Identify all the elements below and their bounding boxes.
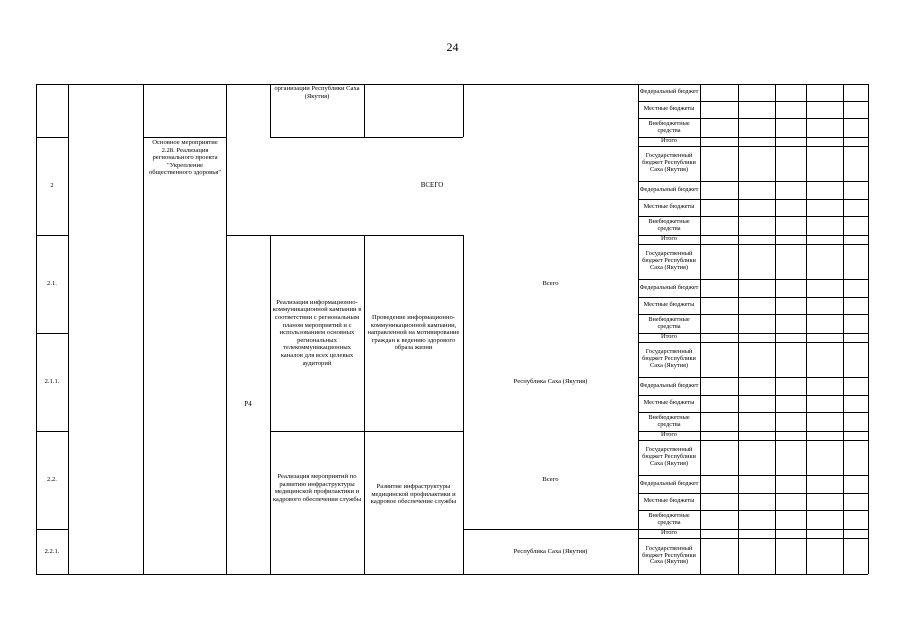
funding-extra: Внебюджетные средства (648, 413, 690, 428)
executor-total: Всего (542, 476, 559, 484)
goal-2-1: Проведение информационно-коммуникационной кампании, направленной на мотивирование граждан к ведению здорового образа жизни (367, 314, 460, 352)
col-line (868, 84, 869, 574)
executor-region: Республика Саха (Якутия) (513, 378, 588, 386)
col-line (775, 84, 776, 574)
row-number: 2.2.1. (44, 547, 60, 555)
row-line (143, 137, 226, 138)
col-line (463, 84, 464, 137)
executor-total: Всего (542, 280, 559, 288)
funding-extra: Внебюджетные средства (648, 315, 690, 330)
funding-state: Государственный бюджет Республики Саха (Якутия) (642, 446, 696, 467)
row-line (36, 574, 868, 575)
row-number: 2.2. (47, 476, 57, 484)
funding-federal: Федеральный бюджет (639, 381, 699, 389)
event-2-28: Основное мероприятие 2.28. Реализация регионального проекта "Укрепление общественного здоровья" (148, 139, 222, 177)
col-line (270, 84, 271, 137)
col-line (700, 84, 701, 574)
funding-state: Государственный бюджет Республики Саха (Якутия) (642, 152, 696, 173)
event-2-2: Реализация мероприятий по развитию инфраструктуры медицинской профилактики и кадрового обеспечения службы (272, 473, 362, 503)
page-number: 24 (446, 40, 459, 54)
funding-itogo: Итого (661, 431, 677, 439)
col-line (364, 84, 365, 137)
code-p4: Р4 (244, 399, 252, 408)
continued-text: организации Республики Саха (Якутия) (274, 85, 360, 100)
funding-state: Государственный бюджет Республики Саха (Якутия) (642, 250, 696, 271)
row-number: 2 (50, 182, 54, 190)
funding-federal: Федеральный бюджет (639, 185, 699, 193)
row-line (270, 431, 463, 432)
row-number: 2.1. (47, 280, 57, 288)
funding-extra: Внебюджетные средства (648, 119, 690, 134)
event-2-1: Реализация информационно-коммуникационной кампании в соответствии с региональным планом мероприятий и с использованием основных региональных телекоммуникационных каналов для всех целевых аудиторий (272, 298, 362, 367)
row-number: 2.1.1. (44, 378, 60, 386)
funding-extra: Внебюджетные средства (648, 217, 690, 232)
funding-state: Государственный бюджет Республики Саха (Якутия) (642, 544, 696, 566)
row-line (36, 84, 868, 85)
funding-itogo: Итого (661, 529, 677, 537)
funding-local: Местные бюджеты (643, 399, 695, 407)
col-line (270, 235, 271, 574)
col-line (738, 84, 739, 574)
funding-federal: Федеральный бюджет (639, 88, 699, 96)
funding-federal: Федеральный бюджет (639, 283, 699, 291)
funding-local: Местные бюджеты (643, 105, 695, 113)
funding-local: Местные бюджеты (643, 301, 695, 309)
vsego-label: ВСЕГО (420, 181, 444, 190)
funding-federal: Федеральный бюджет (639, 479, 699, 487)
col-line (806, 84, 807, 574)
funding-itogo: Итого (661, 137, 677, 145)
funding-itogo: Итого (661, 235, 677, 243)
funding-itogo: Итого (661, 333, 677, 341)
funding-local: Местные бюджеты (643, 497, 695, 505)
funding-state: Государственный бюджет Республики Саха (Якутия) (642, 348, 696, 369)
col-line (364, 235, 365, 574)
funding-extra: Внебюджетные средства (648, 511, 690, 526)
col-line (843, 84, 844, 574)
goal-2-2: Развитие инфраструктуры медицинской профилактики и кадровое обеспечение службы (370, 483, 457, 506)
executor-region: Республика Саха (Якутия) (513, 547, 588, 555)
funding-local: Местные бюджеты (643, 203, 695, 211)
col-line (143, 84, 144, 574)
col-line (68, 84, 69, 574)
